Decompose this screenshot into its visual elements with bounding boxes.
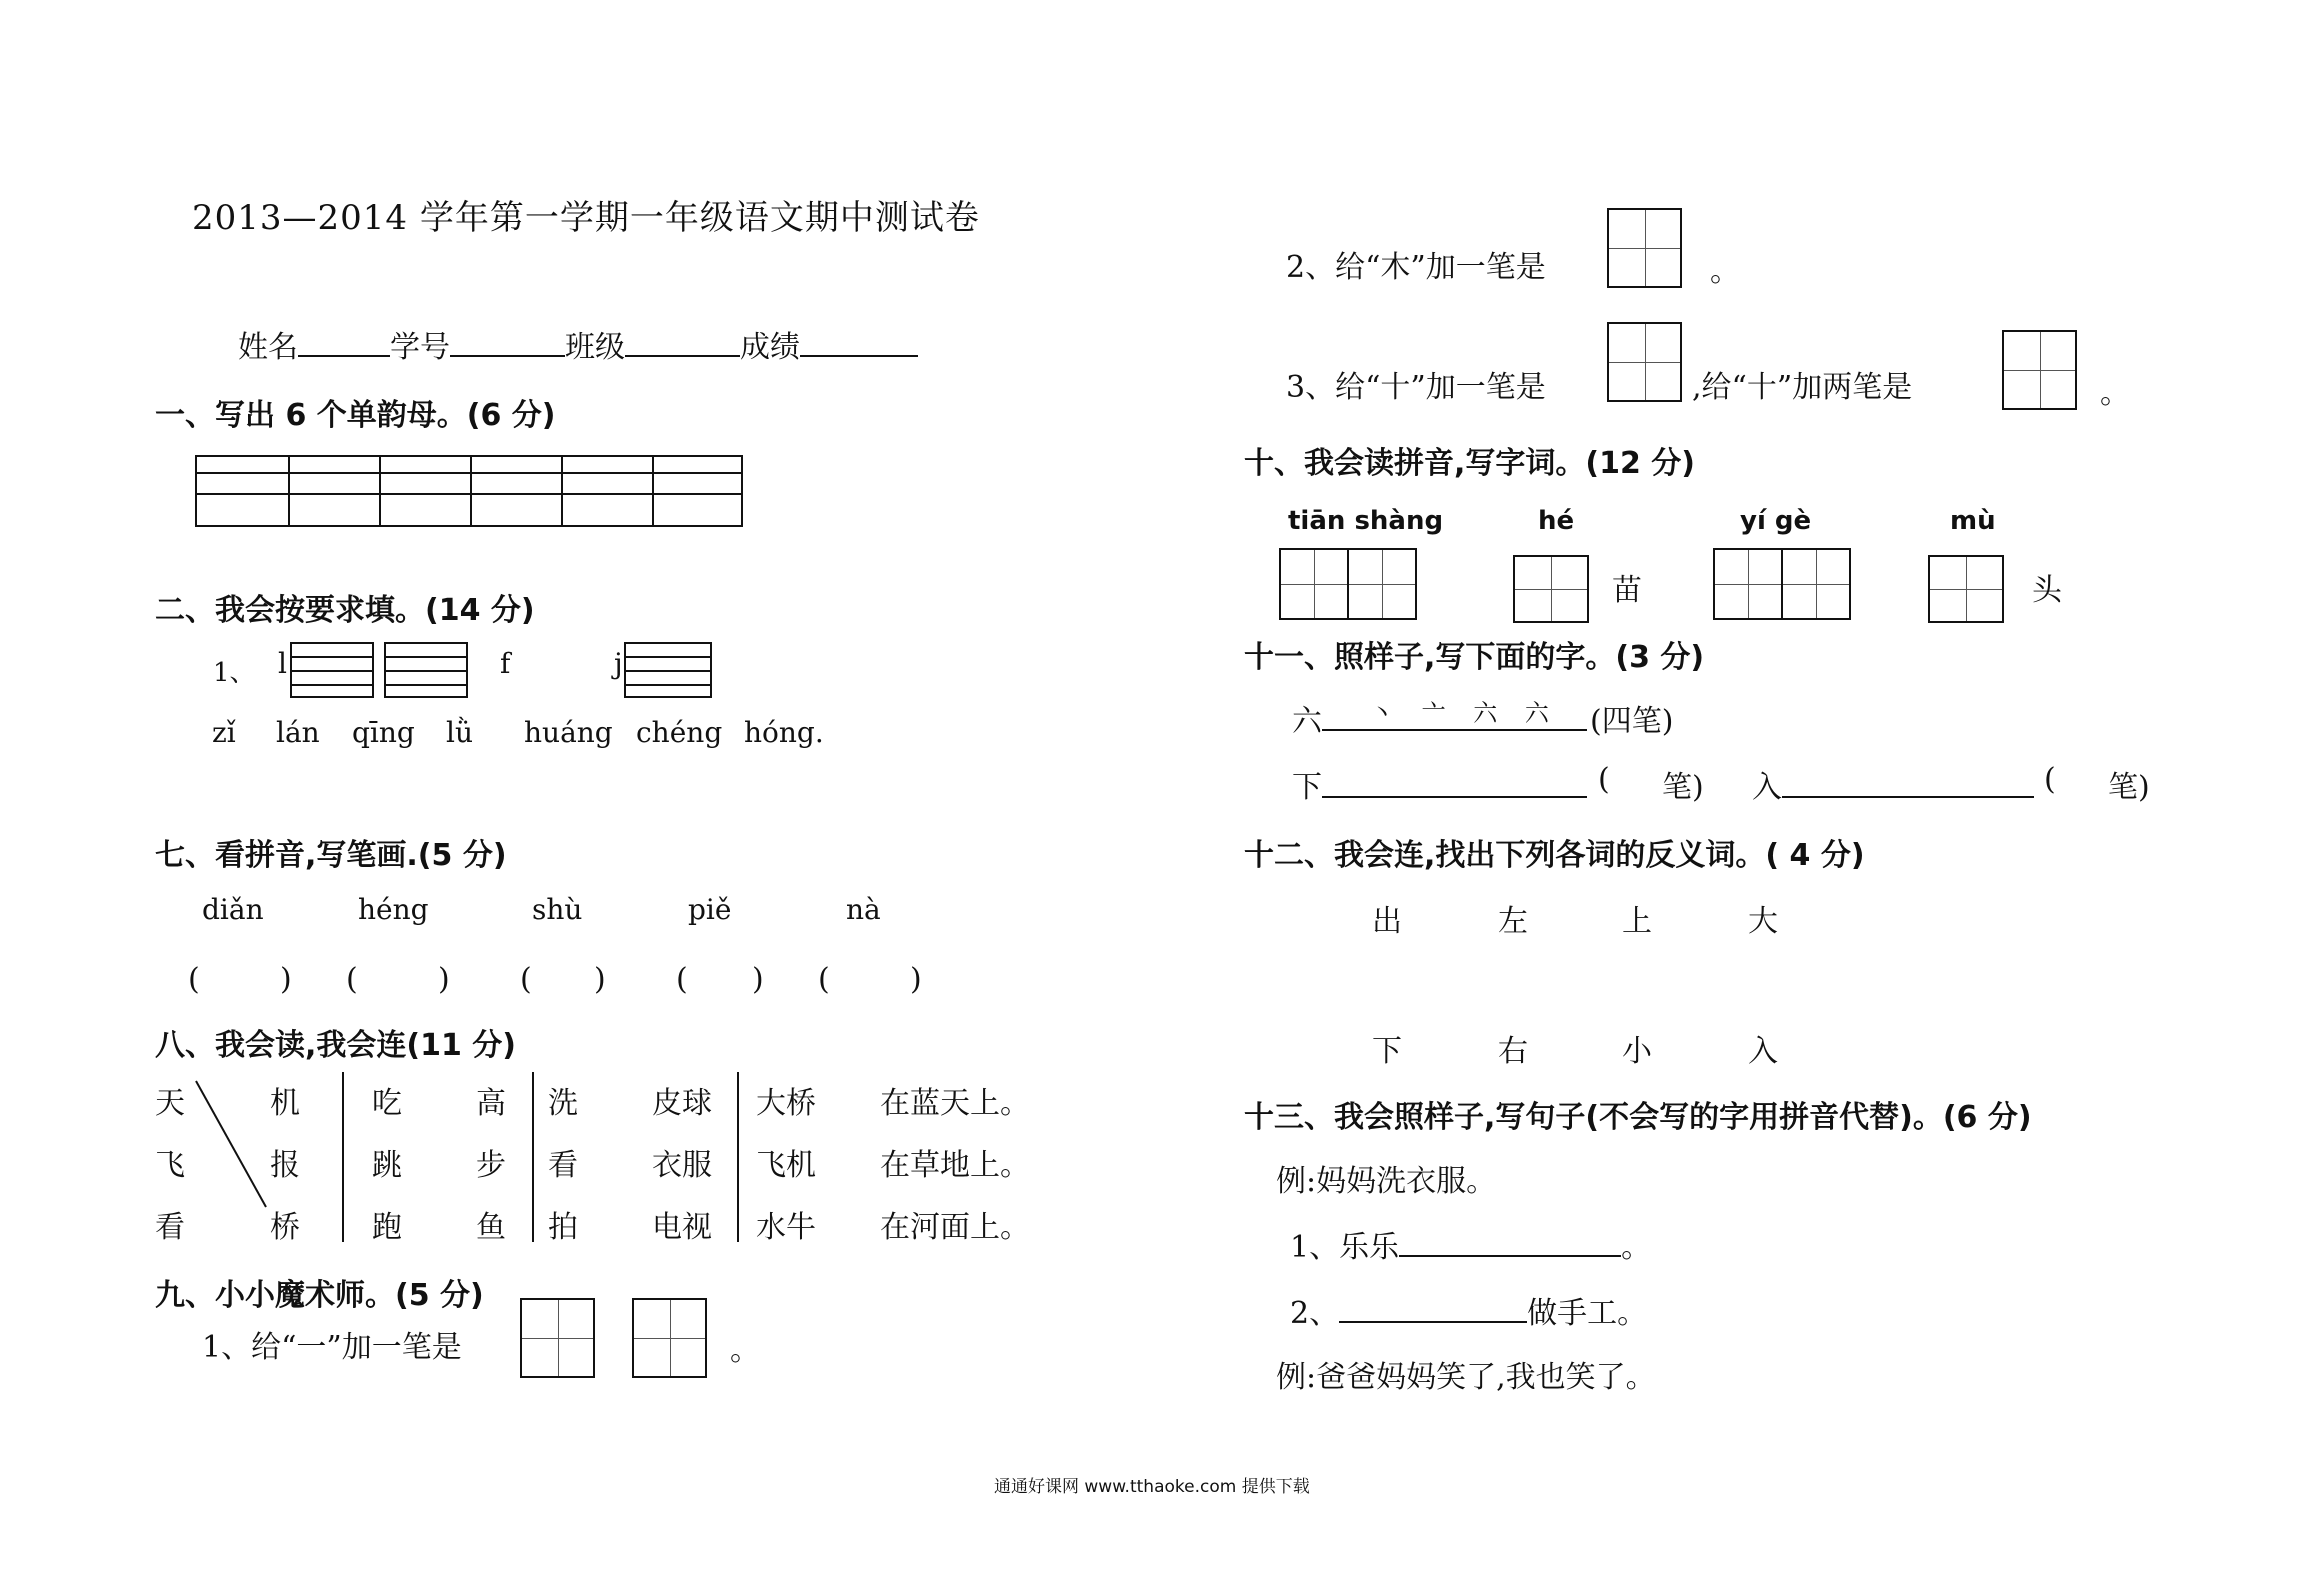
- score-label: 成绩: [740, 330, 800, 365]
- pinyin-cheng: chéng: [636, 716, 723, 749]
- group-divider: [737, 1072, 739, 1242]
- match-word[interactable]: 在河面上。: [880, 1210, 1030, 1245]
- stroke-pinyin: héng: [358, 893, 429, 926]
- period: 。: [1710, 254, 1740, 289]
- stroke-answer-line[interactable]: [1782, 762, 2034, 798]
- paren-open: (: [676, 962, 688, 997]
- number-field[interactable]: [450, 327, 565, 357]
- match-line: [190, 1075, 280, 1215]
- match-word[interactable]: 报: [270, 1148, 300, 1183]
- tian-grid[interactable]: [1347, 548, 1417, 620]
- page-title: 2013—2014 学年第一学期一年级语文期中测试卷: [192, 198, 980, 238]
- paren-open: (: [188, 962, 200, 997]
- stroke-pinyin: shù: [532, 893, 583, 926]
- match-word[interactable]: 高: [476, 1086, 506, 1121]
- score-field[interactable]: [800, 327, 918, 357]
- sentence-q2: 2、 做手工。: [1290, 1288, 1647, 1332]
- match-word[interactable]: 鱼: [476, 1210, 506, 1245]
- section-13-heading: 十三、我会照样子,写句子(不会写的字用拼音代替)。(6 分): [1244, 1100, 2032, 1135]
- match-word[interactable]: 皮球: [652, 1086, 712, 1121]
- pinyin-zi: zǐ: [212, 716, 236, 749]
- four-line-grid[interactable]: [384, 642, 468, 698]
- antonym-top[interactable]: 大: [1748, 904, 1778, 939]
- tian-grid[interactable]: [1279, 548, 1349, 620]
- class-label: 班级: [565, 330, 625, 365]
- stroke-pinyin: diǎn: [202, 893, 264, 926]
- tian-grid[interactable]: [1781, 548, 1851, 620]
- pinyin-tianshang: tiān shàng: [1288, 506, 1444, 536]
- tian-grid[interactable]: [2002, 330, 2077, 410]
- match-word[interactable]: 看: [155, 1210, 185, 1245]
- match-word[interactable]: 在蓝天上。: [880, 1086, 1030, 1121]
- section-7-heading: 七、看拼音,写笔画.(5 分): [155, 838, 507, 873]
- pinyin-lv: lǜ: [446, 716, 473, 749]
- sentence-q1: 1、乐乐 。: [1290, 1222, 1651, 1266]
- match-word[interactable]: 飞: [155, 1148, 185, 1183]
- match-word[interactable]: 跳: [372, 1148, 402, 1183]
- tian-grid[interactable]: [1928, 555, 2004, 623]
- pinyin-yige: yí gè: [1740, 506, 1812, 536]
- sentence-blank[interactable]: [1339, 1293, 1527, 1323]
- match-word[interactable]: 桥: [270, 1210, 300, 1245]
- match-word[interactable]: 水牛: [756, 1210, 816, 1245]
- footer-credit: 通通好课网 www.tthaoke.com 提供下载: [994, 1477, 1310, 1497]
- sentence-blank[interactable]: [1399, 1227, 1621, 1257]
- antonym-top[interactable]: 上: [1622, 904, 1652, 939]
- bi-label: 笔): [2108, 770, 2150, 805]
- suffix-tou: 头: [2032, 573, 2062, 608]
- match-word[interactable]: 吃: [372, 1086, 402, 1121]
- name-label: 姓名: [238, 330, 298, 365]
- paren-open: (: [2044, 762, 2056, 797]
- section-11-heading: 十一、照样子,写下面的字。(3 分): [1244, 640, 1705, 675]
- four-line-grid[interactable]: [624, 642, 712, 698]
- paren-close: ): [752, 962, 764, 997]
- match-word[interactable]: 看: [548, 1148, 578, 1183]
- example-stroke-line: [1322, 695, 1587, 731]
- section-10-heading: 十、我会读拼音,写字词。(12 分): [1244, 446, 1696, 481]
- match-word[interactable]: 拍: [548, 1210, 578, 1245]
- name-field[interactable]: [298, 327, 390, 357]
- tian-grid[interactable]: [632, 1298, 707, 1378]
- letter-f: f: [500, 647, 511, 680]
- match-word[interactable]: 衣服: [652, 1148, 712, 1183]
- bi-label: 笔): [1662, 770, 1704, 805]
- class-field[interactable]: [625, 327, 740, 357]
- stroke-pinyin: nà: [846, 893, 881, 926]
- match-word[interactable]: 大桥: [756, 1086, 816, 1121]
- tian-grid[interactable]: [520, 1298, 595, 1378]
- example-2: 例:爸爸妈妈笑了,我也笑了。: [1276, 1360, 1656, 1395]
- match-word[interactable]: 洗: [548, 1086, 578, 1121]
- paren-close: ): [594, 962, 606, 997]
- letter-j: j: [614, 647, 623, 680]
- magic-q1: 1、给“一”加一笔是: [202, 1330, 462, 1365]
- match-word[interactable]: 步: [476, 1148, 506, 1183]
- example-1: 例:妈妈洗衣服。: [1276, 1164, 1497, 1199]
- match-word[interactable]: 电视: [652, 1210, 712, 1245]
- pinyin-lan: lán: [276, 716, 320, 749]
- section-12-heading: 十二、我会连,找出下列各词的反义词。( 4 分): [1244, 838, 1865, 873]
- paren-close: ): [438, 962, 450, 997]
- stroke-pinyin: piě: [688, 893, 732, 926]
- char-xia: 下: [1292, 770, 1322, 805]
- group-divider: [342, 1072, 344, 1242]
- period: 。: [730, 1333, 760, 1368]
- paren-open: (: [1598, 762, 1610, 797]
- number-label: 学号: [390, 330, 450, 365]
- pinyin-huang: huáng: [524, 716, 613, 749]
- match-word[interactable]: 跑: [372, 1210, 402, 1245]
- antonym-bottom[interactable]: 下: [1372, 1034, 1402, 1069]
- match-word[interactable]: 在草地上。: [880, 1148, 1030, 1183]
- section-1-heading: 一、写出 6 个单韵母。(6 分): [155, 398, 556, 433]
- group-divider: [532, 1072, 534, 1242]
- paren-open: (: [346, 962, 358, 997]
- section-9-heading: 九、小小魔术师。(5 分): [155, 1278, 484, 1313]
- paren-open: (: [818, 962, 830, 997]
- example-strokes: 丶 亠 六 六: [1370, 699, 1559, 727]
- magic-q2: 2、给“木”加一笔是: [1286, 250, 1546, 285]
- match-word[interactable]: 机: [270, 1086, 300, 1121]
- tian-grid[interactable]: [1713, 548, 1783, 620]
- example-char: 六: [1292, 704, 1322, 739]
- suffix-miao: 苗: [1612, 573, 1642, 608]
- letter-l: l: [278, 647, 287, 680]
- student-info: [238, 322, 918, 366]
- section-8-heading: 八、我会读,我会连(11 分): [155, 1028, 517, 1063]
- magic-q3b: ,给“十”加两笔是: [1692, 370, 1913, 405]
- antonym-bottom[interactable]: 小: [1622, 1034, 1652, 1069]
- s2-q1-label: 1、: [213, 658, 256, 688]
- four-line-grid[interactable]: [290, 642, 374, 698]
- stroke-answer-line[interactable]: [1322, 762, 1587, 798]
- antonym-bottom[interactable]: 右: [1498, 1034, 1528, 1069]
- pinyin-qing: qīng: [352, 716, 415, 749]
- antonym-top[interactable]: 左: [1498, 904, 1528, 939]
- tian-grid[interactable]: [1607, 208, 1682, 288]
- tian-grid[interactable]: [1607, 322, 1682, 402]
- pinyin-hong: hóng.: [744, 716, 824, 749]
- antonym-bottom[interactable]: 入: [1748, 1034, 1778, 1069]
- paren-open: (: [520, 962, 532, 997]
- pinyin-he: hé: [1538, 506, 1575, 536]
- antonym-top[interactable]: 出: [1372, 904, 1402, 939]
- paren-close: ): [280, 962, 292, 997]
- vowel-writing-grid[interactable]: [195, 455, 743, 527]
- pinyin-mu: mù: [1950, 506, 1996, 536]
- paren-close: ): [910, 962, 922, 997]
- char-ru: 入: [1752, 770, 1782, 805]
- magic-q3a: 3、给“十”加一笔是: [1286, 370, 1546, 405]
- section-2-heading: 二、我会按要求填。(14 分): [155, 593, 535, 628]
- period: 。: [2100, 376, 2130, 411]
- match-word[interactable]: 飞机: [756, 1148, 816, 1183]
- example-count: (四笔): [1590, 704, 1674, 739]
- match-word[interactable]: 天: [155, 1086, 185, 1121]
- tian-grid[interactable]: [1513, 555, 1589, 623]
